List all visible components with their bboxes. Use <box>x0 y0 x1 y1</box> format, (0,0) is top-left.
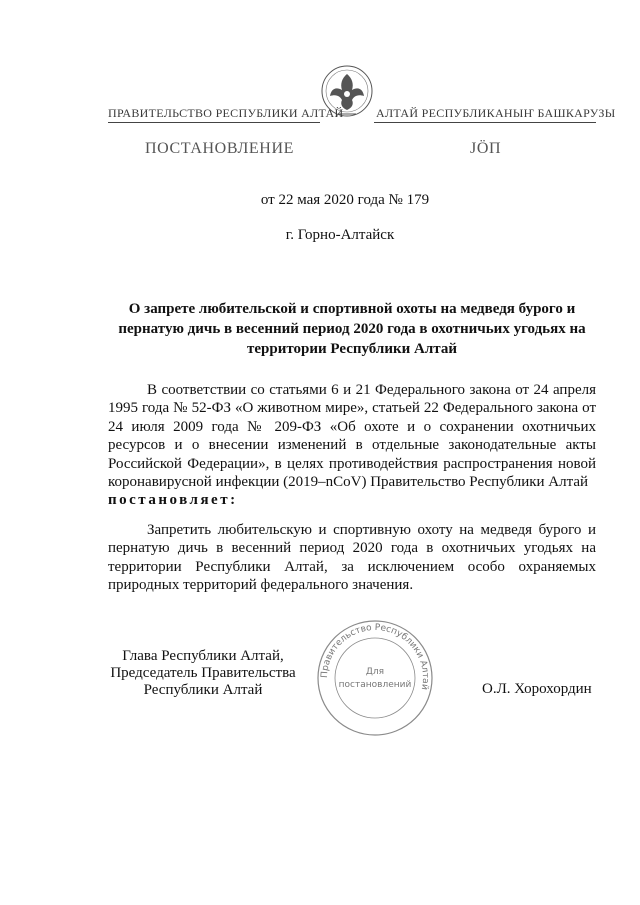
preamble-text: В соответствии со статьями 6 и 21 Федерального закона от 24 апреля 1995 года № 52-ФЗ «О животном мире», статьей 22 Федерального закона от 24 июля 2009 года № 209-ФЗ «Об охоте и о сохранении охотничьих ресурсов и о внесении изменений в отдельные законодательные акты Российской Федерации», в целях противодействия распространения новой коронавирусной инфекции (2019–nCoV) Правительство Республики Алтай <box>108 382 596 491</box>
position-line-2: Председатель Правительства <box>110 665 296 681</box>
doc-type-alt: ЈӦП <box>470 140 502 157</box>
city-line: г. Горно-Алтайск <box>285 227 395 243</box>
header-rule-right <box>374 122 596 123</box>
authority-name-alt: АЛТАЙ РЕСПУБЛИКАНЫҤ БАШКАРУЗЫ <box>376 106 616 120</box>
signatory-position <box>108 648 298 699</box>
stamp-center-line-1: Для <box>365 667 385 677</box>
header-rule-left <box>108 122 320 123</box>
doc-type-ru: ПОСТАНОВЛЕНИЕ <box>145 140 294 157</box>
date-number-line: от 22 мая 2020 года № 179 <box>260 192 430 208</box>
authority-name-ru: ПРАВИТЕЛЬСТВО РЕСПУБЛИКИ АЛТАЙ <box>108 106 344 120</box>
document-title: О запрете любительской и спортивной охоты на медведя бурого и пернатую дичь в весенний период 2020 года в охотничьих угодьях на территории Республики Алтай <box>118 301 586 357</box>
preamble-paragraph <box>108 381 596 510</box>
official-stamp <box>316 619 434 737</box>
position-line-1: Глава Республики Алтай, <box>122 648 284 664</box>
stamp-ring-text: Правительство Республики Алтай <box>319 622 431 691</box>
stamp-center-line-2: постановлений <box>338 680 412 690</box>
operative-paragraph: Запретить любительскую и спортивную охоту на медведя бурого и пернатую дичь в весенний период 2020 года в охотничьих угодьях на территории Республики Алтай, за исключением особо охраняемых природных территорий федерального значения. <box>108 522 596 594</box>
signatory-name: О.Л. Хорохордин <box>482 681 592 697</box>
decree-word: постановляет: <box>108 492 238 509</box>
position-line-3: Республики Алтай <box>143 682 263 698</box>
